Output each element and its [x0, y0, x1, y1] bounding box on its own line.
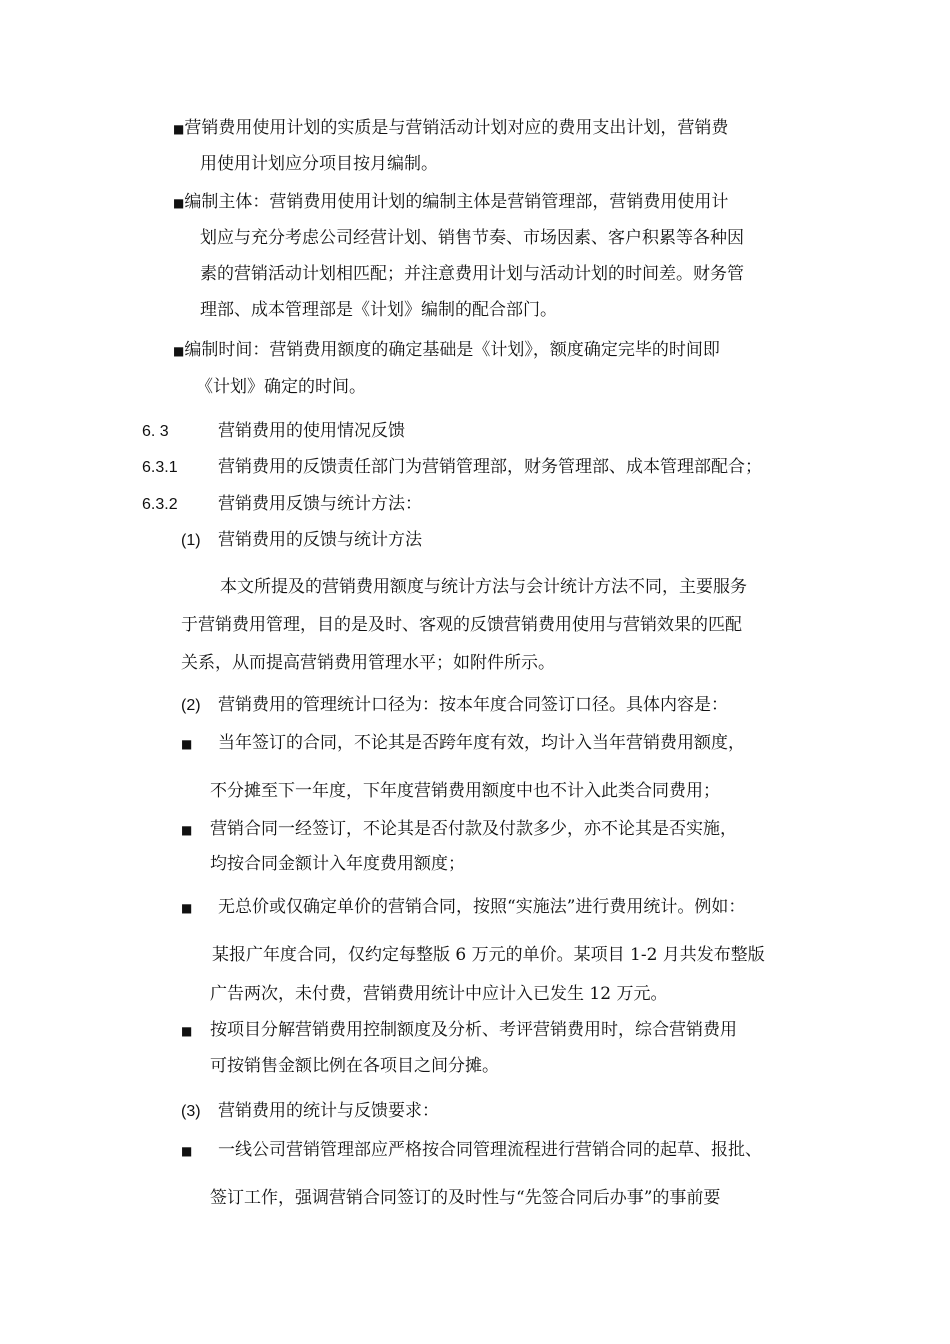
mid-bullet-3-line-1: ■ 无总价或仅确定单价的营销合同，按照“实施法”进行费用统计。例如：	[181, 895, 745, 920]
item-text: 营销费用的反馈与统计方法	[218, 530, 422, 550]
square-bullet-icon: ■	[173, 343, 185, 358]
bullet-2-line-3: 素的营销活动计划相匹配；并注意费用计划与活动计划的时间差。财务管	[200, 264, 744, 284]
square-bullet-icon: ■	[181, 1023, 193, 1038]
item-2	[181, 693, 728, 718]
paragraph-line: 本文所提及的营销费用额度与统计方法与会计统计方法不同，主要服务	[220, 577, 747, 597]
bullet-2-line-1: ■编制主体：营销费用使用计划的编制主体是营销管理部，营销费用使用计	[173, 190, 728, 215]
square-bullet-icon: ■	[173, 121, 185, 136]
item-number: (3)	[181, 1103, 201, 1120]
square-bullet-icon: ■	[181, 736, 193, 751]
item-1	[181, 528, 422, 553]
paragraph-line: 于营销费用管理，目的是及时、客观的反馈营销费用使用与营销效果的匹配	[181, 615, 742, 635]
section-6-3-1	[142, 455, 762, 480]
section-6-3-2	[142, 492, 422, 517]
paragraph-line: 关系，从而提高营销费用管理水平；如附件所示。	[181, 653, 555, 673]
square-bullet-icon: ■	[173, 195, 185, 210]
bullet-2-line-2: 划应与充分考虑公司经营计划、销售节奏、市场因素、客户积累等各种因	[200, 228, 744, 248]
mid-bullet-1-line-2: 不分摊至下一年度，下年度营销费用额度中也不计入此类合同费用；	[210, 781, 720, 801]
square-bullet-icon: ■	[181, 1143, 193, 1158]
square-bullet-icon: ■	[181, 900, 193, 915]
item-number: (2)	[181, 697, 201, 714]
mid-bullet-2-line-1: ■ 营销合同一经签订，不论其是否付款及付款多少，亦不论其是否实施，	[181, 817, 737, 842]
bottom-bullet-1-line-2: 签订工作，强调营销合同签订的及时性与“先签合同后办事”的事前要	[210, 1188, 721, 1208]
section-number: 6. 3	[142, 423, 169, 440]
item-text: 营销费用的统计与反馈要求：	[218, 1101, 439, 1121]
bullet-2-line-4: 理部、成本管理部是《计划》编制的配合部门。	[200, 300, 557, 320]
item-text: 营销费用的管理统计口径为：按本年度合同签订口径。具体内容是：	[218, 695, 728, 715]
mid-bullet-4-line-2: 可按销售金额比例在各项目之间分摊。	[210, 1056, 499, 1076]
mid-bullet-3-line-3: 广告两次，未付费，营销费用统计中应计入已发生 12 万元。	[210, 984, 668, 1004]
section-number: 6.3.1	[142, 459, 178, 476]
bullet-1-line-1: ■营销费用使用计划的实质是与营销活动计划对应的费用支出计划，营销费	[173, 116, 728, 141]
section-6-3-heading	[142, 419, 405, 444]
section-number: 6.3.2	[142, 496, 178, 513]
bullet-1-line-2: 用使用计划应分项目按月编制。	[200, 154, 438, 174]
item-number: (1)	[181, 532, 201, 549]
section-title: 营销费用的使用情况反馈	[218, 421, 405, 441]
bullet-3-line-1: ■编制时间：营销费用额度的确定基础是《计划》，额度确定完毕的时间即	[173, 338, 720, 363]
mid-bullet-4-line-1: ■ 按项目分解营销费用控制额度及分析、考评营销费用时，综合营销费用	[181, 1018, 737, 1043]
section-text: 营销费用反馈与统计方法：	[218, 494, 422, 514]
square-bullet-icon: ■	[181, 822, 193, 837]
bottom-bullet-1-line-1: ■ 一线公司营销管理部应严格按合同管理流程进行营销合同的起草、报批、	[181, 1138, 762, 1163]
item-3	[181, 1099, 439, 1124]
mid-bullet-3-line-2: 某报广年度合同，仅约定每整版 6 万元的单价。某项目 1-2 月共发布整版	[212, 945, 765, 965]
bullet-3-line-2: 《计划》确定的时间。	[196, 377, 366, 397]
mid-bullet-1-line-1: ■ 当年签订的合同，不论其是否跨年度有效，均计入当年营销费用额度，	[181, 731, 745, 756]
mid-bullet-2-line-2: 均按合同金额计入年度费用额度；	[210, 854, 465, 874]
section-text: 营销费用的反馈责任部门为营销管理部，财务管理部、成本管理部配合；	[218, 457, 762, 477]
